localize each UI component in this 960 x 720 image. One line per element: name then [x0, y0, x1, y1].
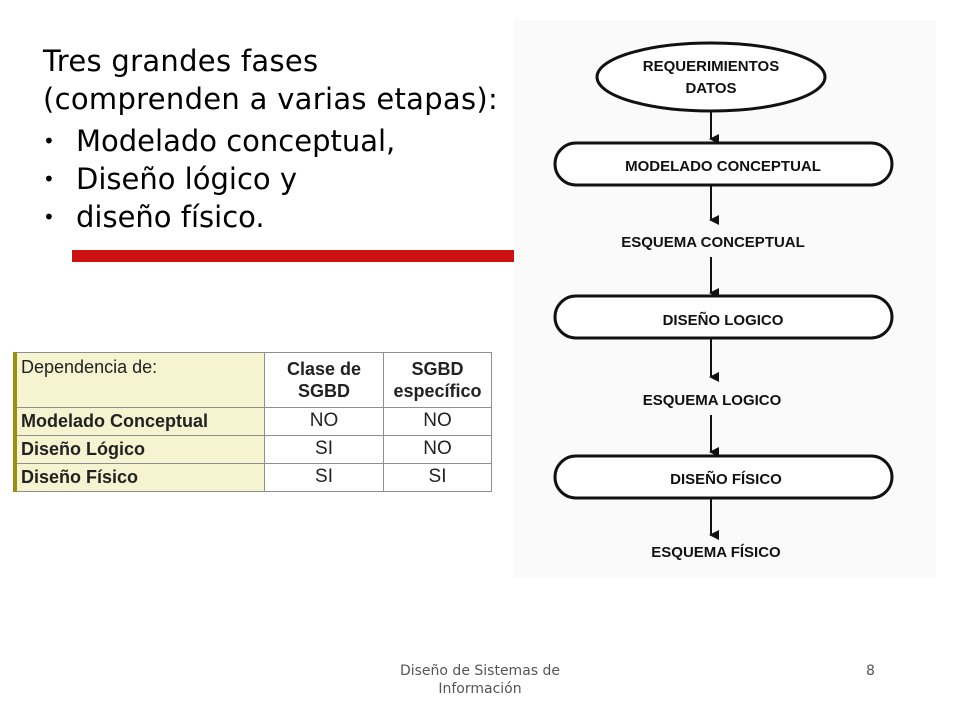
- table-row: [15, 407, 492, 435]
- heading-line-1: Tres grandes fases: [43, 44, 319, 78]
- accent-bar: [72, 250, 520, 262]
- process-1-label: MODELADO CONCEPTUAL: [625, 158, 821, 175]
- table-row: [15, 435, 492, 463]
- output-3-label: ESQUEMA FÍSICO: [651, 544, 781, 561]
- heading-line-2: (comprenden a varias etapas):: [43, 82, 499, 116]
- start-label-line-1: REQUERIMIENTOS: [642, 58, 780, 75]
- output-1-label: ESQUEMA CONCEPTUAL: [621, 234, 805, 251]
- table-header-row: [15, 353, 492, 408]
- start-label-line-2: DATOS: [685, 80, 737, 97]
- phase-item-conceptual: • Modelado conceptual,: [43, 122, 395, 160]
- table-header-cell: Dependencia de:: [15, 353, 265, 408]
- start-ellipse: [597, 43, 825, 111]
- footer-title: Diseño de Sistemas de Información: [399, 663, 561, 697]
- output-2-label: ESQUEMA LOGICO: [642, 392, 782, 409]
- phase-list: [43, 122, 395, 236]
- page-number: 8: [866, 663, 875, 679]
- table-cell: SI: [265, 463, 384, 491]
- table-cell: SI: [384, 463, 492, 491]
- process-3-label: DISEÑO FÍSICO: [670, 471, 782, 488]
- table-cell: NO: [265, 407, 384, 435]
- table-cell: Diseño Lógico: [15, 435, 265, 463]
- table-row: [15, 463, 492, 491]
- phase-item-logical: • Diseño lógico y: [43, 160, 395, 198]
- dependency-table: [13, 352, 492, 492]
- table-cell: NO: [384, 435, 492, 463]
- table-cell: Modelado Conceptual: [15, 407, 265, 435]
- design-flowchart: [514, 20, 936, 578]
- table-header-cell: Clase de SGBD: [265, 353, 384, 408]
- table-cell: Diseño Físico: [15, 463, 265, 491]
- table-cell: NO: [384, 407, 492, 435]
- process-2-label: DISEÑO LOGICO: [662, 312, 784, 329]
- table-header-cell: SGBD específico: [384, 353, 492, 408]
- phase-item-physical: • diseño físico.: [43, 198, 395, 236]
- table-cell: SI: [265, 435, 384, 463]
- flowchart-svg: [514, 20, 936, 578]
- slide-heading: [43, 42, 498, 118]
